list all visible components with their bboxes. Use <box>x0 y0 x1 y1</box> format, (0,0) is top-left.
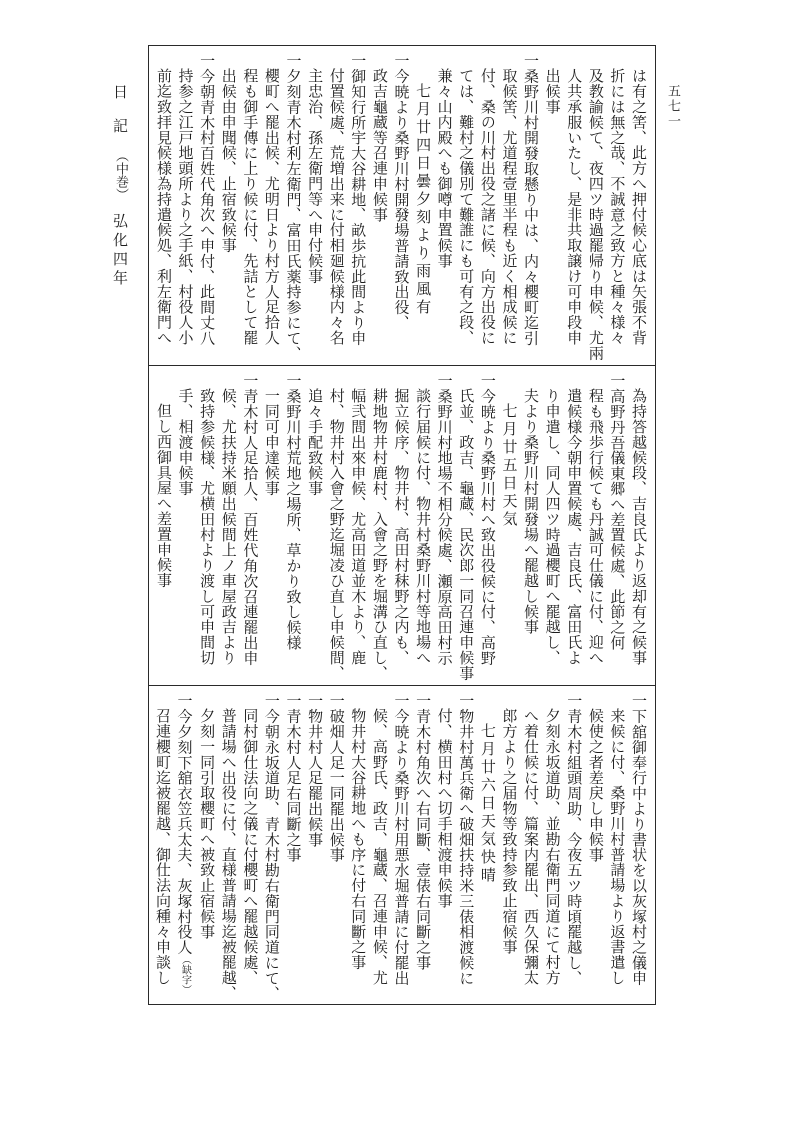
continuation-line: 櫻町へ罷出候、尤明日より村方人足拾人 <box>262 68 281 346</box>
continuation-line: 談行届候に付、物井村桑野川村等地場へ <box>414 388 433 666</box>
continuation-line: 夫より桑野川村開發場へ罷越し候事 <box>522 388 541 635</box>
continuation-line: へ着仕候に付、篇案内罷出、西久保彌太 <box>522 708 541 986</box>
continuation-line: 氏並、政吉、龜蔵、民次郎一同召連申候事 <box>457 388 476 681</box>
note-line: 但し西御具屋へ差置申候事 <box>154 403 173 588</box>
continuation-line: 物井村大谷耕地へも序に付右同斷之事 <box>349 708 368 970</box>
continuation-line: 追々手配致候事 <box>306 388 325 496</box>
missing-character-note: （缺字） <box>179 954 191 995</box>
continuation-line: 召連櫻町迄被罷越、御仕法向種々申談し <box>153 708 172 986</box>
page-number: 五七一 <box>665 84 680 129</box>
continuation-line: 村、物井村入會之野迄堀凌ひ直し申候間、 <box>327 388 346 681</box>
continuation-line: 同村御仕法向之儀に付櫻町へ罷越候處、 <box>241 708 260 986</box>
entry-line: 一青木村角次へ右同斷、壹俵右同斷之事 <box>414 693 433 971</box>
entry-line: 一青木村人足右同斷之事 <box>284 693 303 863</box>
entry-line: 一今朝永坂道助、青木村勘右衛門同道にて、 <box>262 693 281 1001</box>
entry-line: 一破畑人足一同罷出候事 <box>327 693 346 863</box>
era-year: 弘化四年 <box>111 213 129 289</box>
entry-line: 一物井村萬兵衛へ破畑扶持米三俵相渡候に <box>457 693 476 986</box>
journal-title: 日 記 <box>111 84 129 135</box>
continuation-line: 付、横田村へ切手相渡申候事 <box>435 708 454 909</box>
continuation-line: 候使之者差戻し申候事 <box>586 708 605 862</box>
entry-line: 一今朝青木村百姓代角次へ申付、此間丈八 <box>198 53 217 346</box>
continuation-line: 程も飛歩行候ても丹誠可仕儀に付、迎へ <box>586 388 605 666</box>
continuation-line: 為持答越候段、吉良氏より返却有之候事 <box>630 388 648 666</box>
continuation-line: 政吉龜蔵等召連申候事 <box>370 68 389 222</box>
entry-line: 一桑野川村荒地之場所、草かり致し候様 <box>284 373 303 651</box>
entry-line: 一青木村人足拾人、百姓代角次召連罷出申 <box>241 373 260 666</box>
continuation-line: ては、難村之儀別て難誰にも可有之段、 <box>457 68 476 346</box>
continuation-line: 付置候處、荒増出来に付相廻候様内々名 <box>327 68 346 346</box>
bottom-tier <box>149 685 655 1004</box>
date-heading: 七月廿四日曇夕刻より雨風有 <box>414 83 433 317</box>
line-text: 一今夕刻下舘衣笠兵太夫、灰塚村役人 <box>175 693 194 955</box>
entry-line: 一桑野川村地場不相分候處、瀬原高田村示 <box>435 373 454 666</box>
continuation-line: 幅弐間出來申候、尤高田道並木より、鹿 <box>349 388 368 666</box>
continuation-line: 人共承服いたし、是非共取譲け可申段申 <box>565 68 584 346</box>
continuation-line: 主忠治、孫左衛門等へ申付候事 <box>306 68 325 284</box>
continuation-line: 出候事 <box>543 68 562 115</box>
continuation-line: 前迄致拝見候様為持遣候処、利左衛門へ <box>154 68 173 346</box>
continuation-line: 来候に付、桑野川村普請場より返書遣し <box>608 708 627 986</box>
continuation-line: 一同可申達候事 <box>262 388 281 496</box>
continuation-line: 候、尤扶持米願出候間上ノ車屋政吉より <box>219 388 238 666</box>
continuation-line: 取候筈、尤道程壹里半程も近く相成候に <box>500 68 519 346</box>
continuation-line: 候、高野氏、政吉、龜蔵、召連申候、尤 <box>370 708 389 986</box>
continuation-line: 郎方より之届物等致持参致止宿候事 <box>500 708 519 955</box>
continuation-line: 出候由申聞候、止宿致候事 <box>219 68 238 253</box>
entry-line: 一高野丹吾儀東郷へ差置候處、此節之何 <box>608 373 627 651</box>
entry-line: 一物井村人足罷出候事 <box>306 693 325 847</box>
continuation-line: り申遣し、同人四ツ時過櫻町へ罷越し、 <box>543 388 562 666</box>
top-tier <box>149 46 655 365</box>
continuation-line: 致持参候様、尤横田村より渡し可申間切 <box>198 388 217 666</box>
entry-line: 一青木村組頭周助、今夜五ツ時頃罷越し、 <box>565 693 584 986</box>
entry-line: 一今暁より桑野川村へ致出役候に付、高野 <box>478 373 497 666</box>
continuation-line: 折には無之哉、不誠意之致方と種々様々 <box>608 68 627 346</box>
continuation-line: 兼々山内殿へも御噂申置候事 <box>435 68 454 269</box>
continuation-line: 遣候様今朝申置候處、吉良氏、富田氏よ <box>565 388 584 666</box>
entry-line <box>173 693 196 1000</box>
continuation-line: 持参之江戸地頭所より之手紙、村役人小 <box>176 68 195 346</box>
entry-line: 一今暁より桑野川村開發場普請致出役、 <box>392 53 411 331</box>
continuation-line: 夕刻一同引取櫻町へ被致止宿候事 <box>198 708 217 939</box>
volume-label: （中巻） <box>113 149 128 201</box>
date-heading: 七月廿五日天気 <box>500 403 519 529</box>
continuation-line: 普請場へ出役に付、直様普請場迄被罷越、 <box>219 708 238 1001</box>
continuation-line: 程も御手傳に上り候に付、先詰として罷 <box>241 68 260 346</box>
continuation-line: は有之筈、此方へ押付候心底は矢張不背 <box>630 68 648 346</box>
continuation-line: 及教諭候て、夜四ツ時過罷帰り申候、尤兩 <box>586 68 605 361</box>
entry-line: 一桑野川村開發取懸り中は、内々櫻町迄引 <box>522 53 541 346</box>
continuation-line: 耕地物井村鹿村、入會之野を堀溝ひ直し、 <box>370 388 389 681</box>
continuation-line: 付、桑の川村出役之諸に候、向方出役に <box>478 68 497 346</box>
entry-line: 一今暁より桑野川村用悪水堀普請に付罷出 <box>392 693 411 986</box>
entry-line: 一下舘御奉行中より書状を以灰塚村之儀申 <box>630 693 648 986</box>
entry-line: 一御知行所宇大谷耕地、畝歩抗此間より申 <box>349 53 368 346</box>
continuation-line: 手、相渡申候事 <box>176 388 195 496</box>
running-header <box>110 84 130 289</box>
continuation-line: 夕刻永坂道助、並勘右衛門同道にて村方 <box>543 708 562 986</box>
continuation-line: 掘立候序、物井村、高田村秣野之内も、 <box>392 388 411 666</box>
text-frame <box>148 45 656 1005</box>
entry-line: 一夕刻青木村利左衛門、富田氏薬持参にて、 <box>284 53 303 361</box>
date-heading: 七月廿六日天気快晴 <box>478 723 497 885</box>
middle-tier <box>149 365 655 685</box>
